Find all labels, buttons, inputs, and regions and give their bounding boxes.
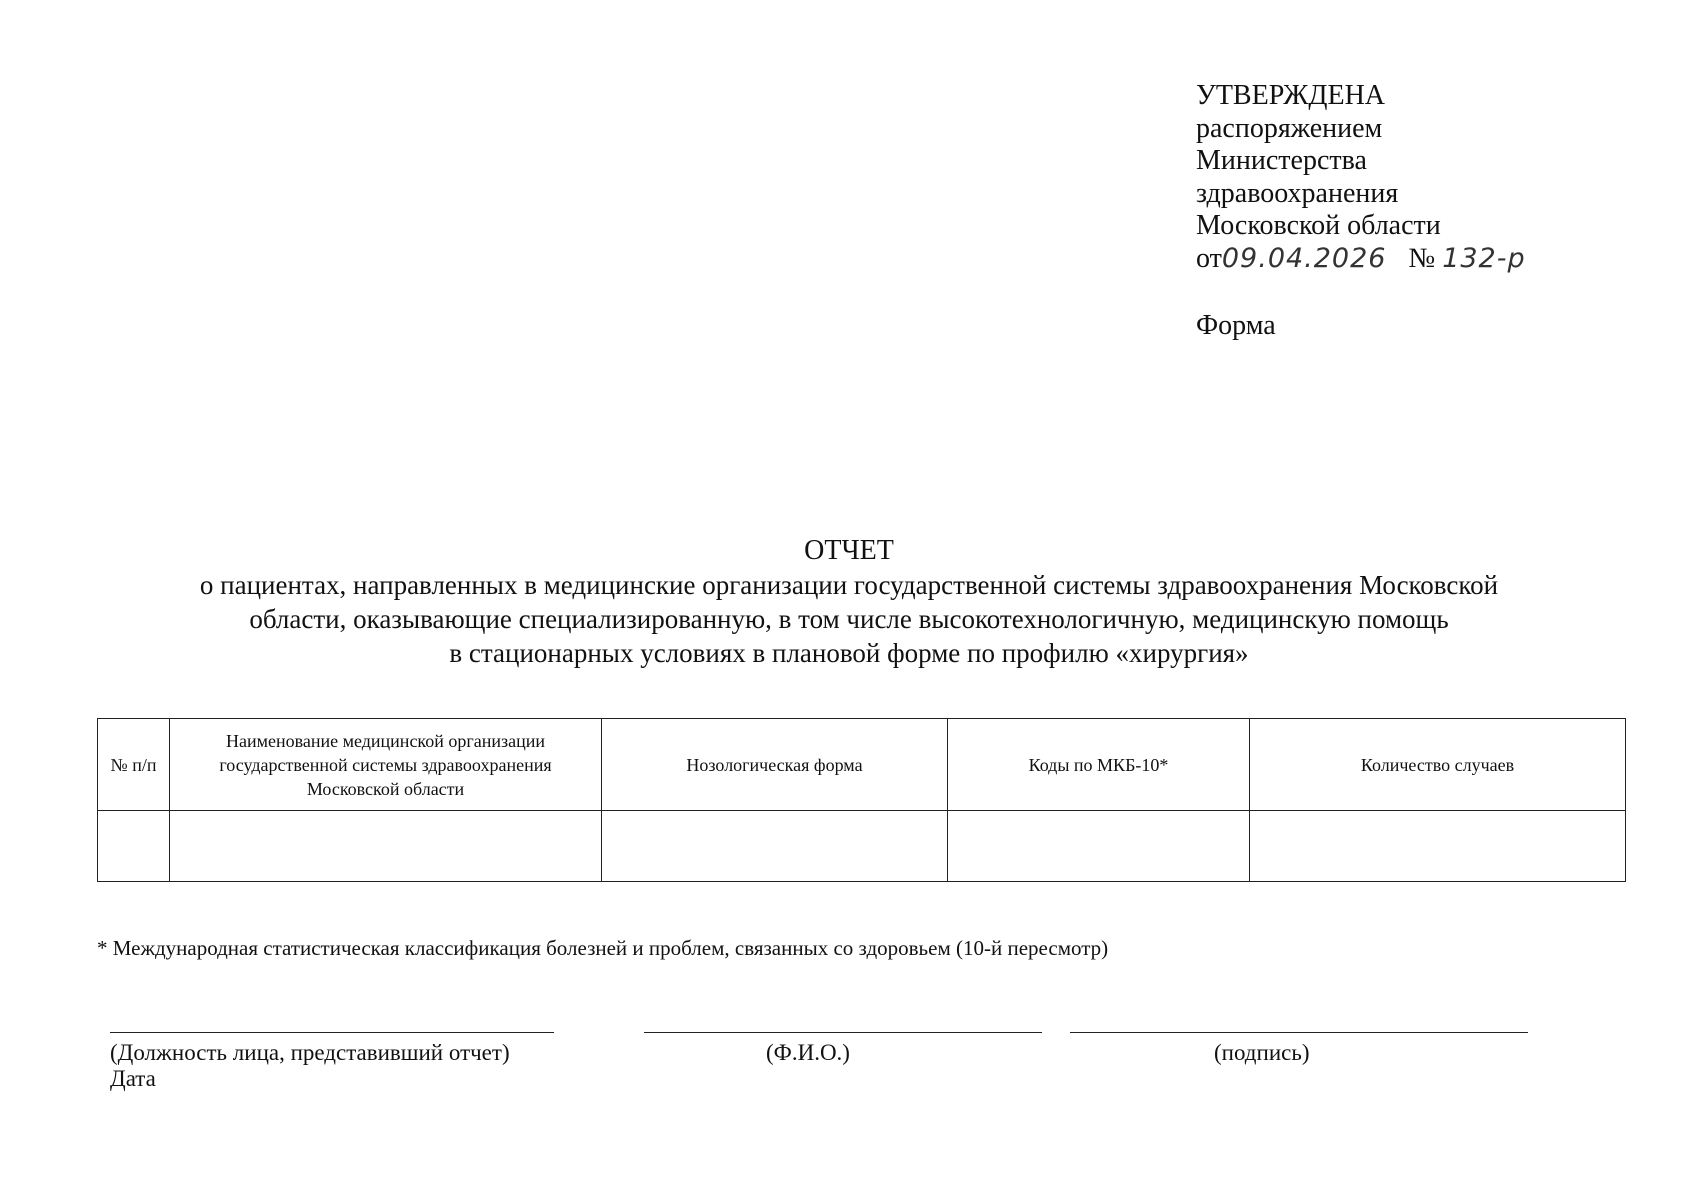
- approval-line: Московской области: [1196, 210, 1441, 241]
- column-header-icd-codes: Коды по МКБ-10*: [948, 719, 1250, 811]
- position-signature-line: [110, 1032, 554, 1033]
- form-label: Форма: [1196, 310, 1276, 341]
- report-subtitle-line: о пациентах, направленных в медицинские организации государственной системы здравоохранения Московской: [199, 570, 1499, 600]
- position-caption: (Должность лица, представивший отчет): [110, 1040, 510, 1065]
- approval-date-line: [1196, 243, 1636, 276]
- table-cell: [170, 811, 602, 882]
- report-subtitle-line: области, оказывающие специализированную, в том числе высокотехнологичную, медицинскую помощь: [249, 604, 1449, 634]
- footnote: * Международная статистическая классификация болезней и проблем, связанных со здоровьем (10-й пересмотр): [97, 936, 1109, 960]
- report-heading: ОТЧЕТ: [804, 535, 894, 566]
- report-table: [97, 718, 1626, 882]
- table-cell: [1250, 811, 1626, 882]
- column-header-organization: Наименование медицинской организации государственной системы здравоохранения Московской области: [170, 719, 602, 811]
- date-prefix: от: [1196, 242, 1222, 274]
- approval-line: распоряжением: [1196, 112, 1383, 144]
- table-cell: [98, 811, 170, 882]
- date-label: Дата: [110, 1066, 156, 1091]
- name-signature-line: [644, 1032, 1042, 1033]
- report-title: [120, 534, 1578, 670]
- report-subtitle-line: в стационарных условиях в плановой форме по профилю «хирургия»: [449, 638, 1249, 668]
- approval-block: [1196, 80, 1636, 275]
- handwritten-date: 09.04.2026: [1221, 242, 1387, 274]
- handwritten-number: 132-р: [1442, 242, 1526, 274]
- table-cell: [602, 811, 948, 882]
- table-cell: [948, 811, 1250, 882]
- approval-heading: УТВЕРЖДЕНА: [1196, 80, 1386, 111]
- signature-caption: (подпись): [1214, 1040, 1310, 1065]
- approval-line: здравоохранения: [1196, 177, 1399, 209]
- name-caption: (Ф.И.О.): [766, 1040, 850, 1065]
- column-header-case-count: Количество случаев: [1250, 719, 1626, 811]
- column-header-number: № п/п: [98, 719, 170, 811]
- approval-line: Министерства: [1196, 145, 1367, 176]
- column-header-nosological-form: Нозологическая форма: [602, 719, 948, 811]
- table-row: [98, 811, 1626, 882]
- signature-line: [1070, 1032, 1528, 1033]
- table-header-row: [98, 719, 1626, 811]
- number-prefix: №: [1408, 242, 1436, 274]
